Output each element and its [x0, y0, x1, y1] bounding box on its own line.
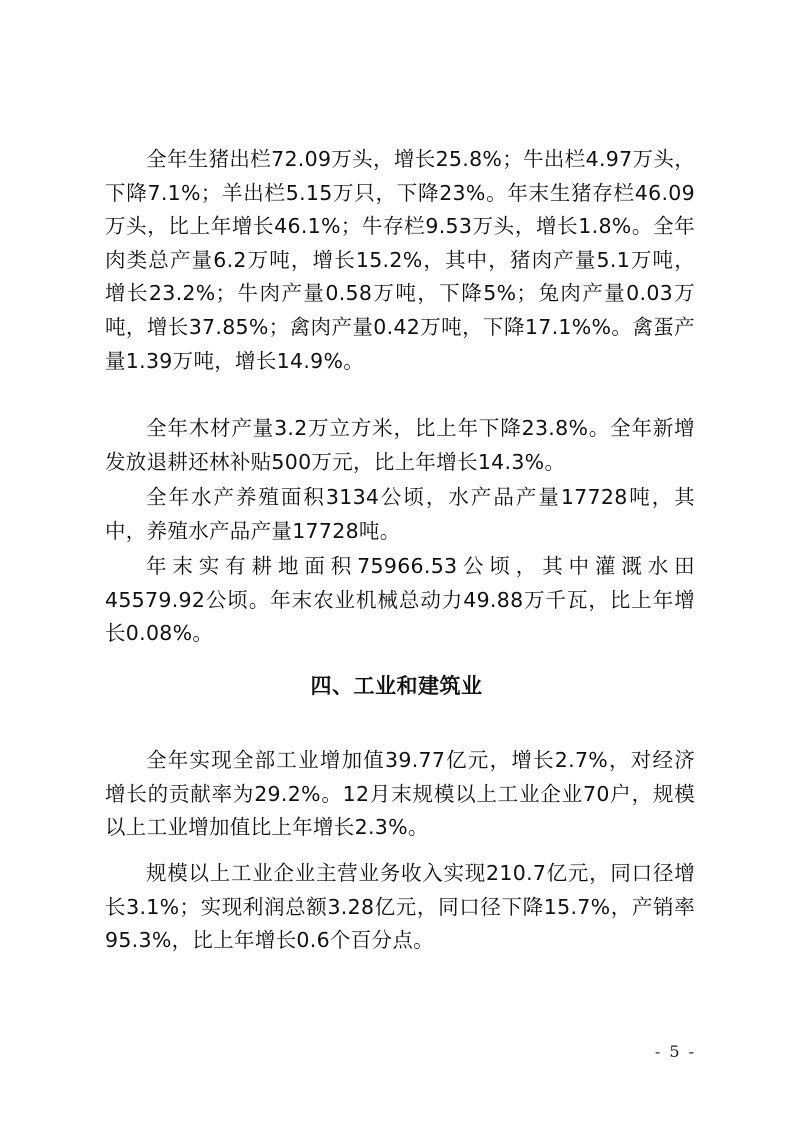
paragraph-industry-revenue: 规模以上工业企业主营业务收入实现210.7亿元，同口径增长3.1%；实现利润总额3.28亿元，同口径下降15.7%，产销率95.3%，比上年增长0.6个百分点。 — [105, 861, 695, 953]
paragraph-industry-value-added: 全年实现全部工业增加值39.77亿元，增长2.7%，对经济增长的贡献率为29.2%。12月末规模以上工业企业70户，规模以上工业增加值比上年增长2.3%。 — [105, 748, 695, 840]
section-heading: 四、工业和建筑业 — [310, 674, 483, 698]
paragraph-timber: 全年木材产量3.2万立方米，比上年下降23.8%。全年新增发放退耕还林补贴500万元，比上年增长14.3%。 — [105, 416, 695, 474]
page-number: - 5 - — [654, 1042, 696, 1061]
paragraph-farmland: 年末实有耕地面积75966.53公顷，其中灌溉水田45579.92公顷。年末农业机械总动力49.88万千瓦，比上年增长0.08%。 — [105, 554, 695, 646]
paragraph-livestock: 全年生猪出栏72.09万头，增长25.8%；牛出栏4.97万头，下降7.1%；羊出栏5.15万只，下降23%。年末生猪存栏46.09万头，比上年增长46.1%；牛存栏9.53万头，增长1.8%。全年肉类总产量6.2万吨，增长15.2%，其中，猪肉产量5.1万吨，增长23.2%；牛肉产量0.58万吨，下降5%；兔肉产量0.03万吨，增长37.85%；禽肉产量0.42万吨，下降17.1%%。禽蛋产量1.39万吨，增长14.9%。 — [105, 147, 695, 373]
paragraph-aquaculture: 全年水产养殖面积3134公顷，水产品产量17728吨，其中，养殖水产品产量17728吨。 — [105, 485, 695, 543]
